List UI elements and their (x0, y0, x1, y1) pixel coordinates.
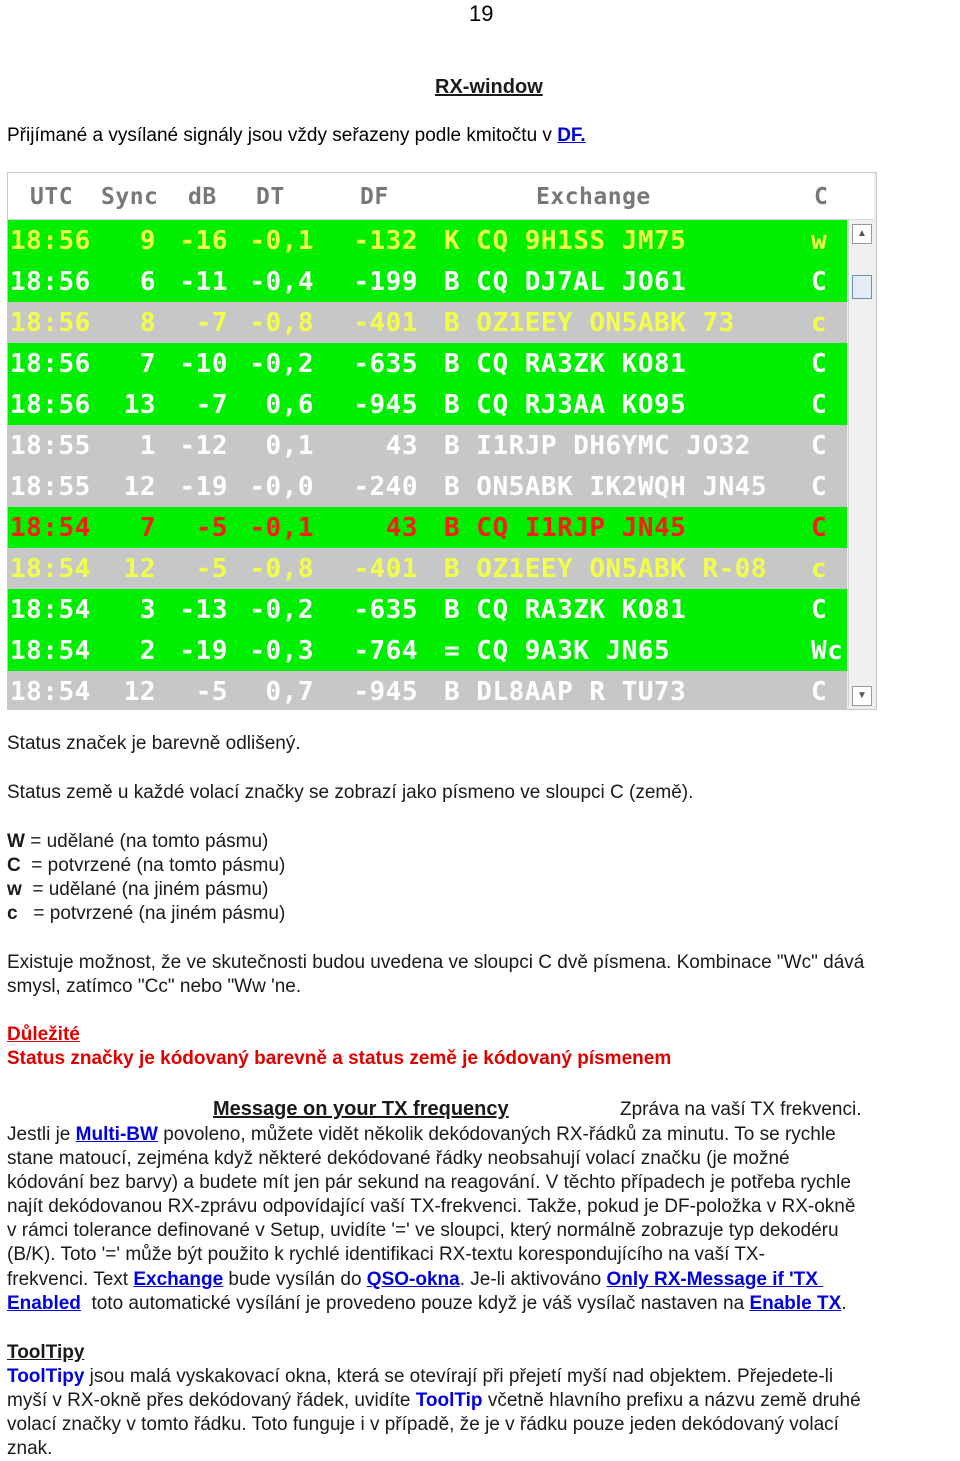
rx-cell-utc: 18:55 (10, 431, 91, 461)
rx-cell-dt: -0,1 (249, 513, 314, 543)
rx-cell-msg: B CQ RJ3AA KO95 (444, 390, 687, 420)
section-title: RX-window (435, 76, 543, 98)
legend-w-upper (7, 830, 268, 854)
rx-cell-dt: -0,2 (249, 595, 314, 625)
rx-cell-db: -7 (195, 308, 228, 338)
header-dt[interactable]: DT (256, 184, 285, 210)
rx-cell-df: -401 (353, 308, 418, 338)
rx-cell-utc: 18:56 (10, 267, 91, 297)
rx-window (7, 172, 877, 710)
rx-cell-sync: 2 (139, 636, 156, 666)
rx-cell-df: -635 (353, 349, 418, 379)
rx-cell-msg: B CQ RA3ZK KO81 (444, 349, 687, 379)
rx-cell-sync: 1 (139, 431, 156, 461)
rx-cell-db: -5 (195, 554, 228, 584)
legend-desc: = potvrzené (na jiném pásmu) (33, 903, 286, 924)
message-line-5: v rámci tolerance definované v Setup, uvidíte '=' ve sloupci, který normálně zobrazuje typ dekodéru (7, 1220, 839, 1241)
status-line-2: Status země u každé volací značky se zobrazí jako písmeno ve sloupci C (země). (7, 782, 694, 803)
rx-cell-utc: 18:54 (10, 554, 91, 584)
legend-desc: = udělané (na jiném pásmu) (32, 879, 269, 900)
header-df[interactable]: DF (360, 184, 389, 210)
rx-row[interactable] (8, 425, 847, 466)
rx-cell-dt: 0,7 (265, 677, 314, 707)
rx-cell-utc: 18:55 (10, 472, 91, 502)
rx-cell-db: -5 (195, 677, 228, 707)
rx-cell-dt: -0,8 (249, 554, 314, 584)
rx-cell-c: C (811, 431, 828, 461)
rx-cell-msg: B CQ DJ7AL JO61 (444, 267, 687, 297)
rx-row[interactable] (8, 261, 847, 302)
text: včetně hlavního prefixu a názvu země druhé (482, 1390, 861, 1411)
rx-cell-c: C (811, 513, 828, 543)
header-utc[interactable]: UTC (30, 184, 74, 210)
scroll-up-icon[interactable]: ▲ (852, 224, 872, 244)
intro-paragraph (7, 124, 586, 148)
rx-cell-msg: K CQ 9H1SS JM75 (444, 226, 687, 256)
rx-cell-dt: -0,2 (249, 349, 314, 379)
message-line-3: kódování bez barvy) a budete mít jen pár sekund na reagování. V těchto případech je potřeba rychle (7, 1172, 851, 1193)
rx-cell-msg: B OZ1EEY ON5ABK R-08 (444, 554, 768, 584)
rx-cell-c: Wc (811, 636, 844, 666)
rx-cell-db: -7 (195, 390, 228, 420)
only-rx-message-link[interactable]: Only RX-Message if 'TX (606, 1269, 824, 1290)
text: frekvenci. Text (7, 1269, 134, 1290)
rx-cell-db: -12 (179, 431, 228, 461)
rx-cell-df: 43 (385, 513, 418, 543)
text: bude vysílán do (223, 1269, 367, 1290)
rx-cell-sync: 13 (123, 390, 156, 420)
rx-cell-c: C (811, 677, 828, 707)
rx-cell-msg: B CQ I1RJP JN45 (444, 513, 687, 543)
rx-scrollbar[interactable] (848, 220, 875, 706)
tooltip-line-4: znak. (7, 1438, 53, 1459)
rx-cell-msg: B ON5ABK IK2WQH JN45 (444, 472, 768, 502)
rx-cell-utc: 18:54 (10, 677, 91, 707)
text: toto automatické vysílání je provedeno pouze když je váš vysílač nastaven na (80, 1293, 750, 1314)
legend-c-lower (7, 902, 285, 926)
enable-tx-link[interactable]: Enable TX (749, 1293, 842, 1314)
text: . (841, 1293, 847, 1314)
rx-cell-df: -945 (353, 390, 418, 420)
rx-cell-utc: 18:56 (10, 308, 91, 338)
header-exchange[interactable]: Exchange (536, 184, 651, 210)
rx-cell-utc: 18:54 (10, 513, 91, 543)
rx-cell-dt: -0,8 (249, 308, 314, 338)
scroll-down-icon[interactable]: ▼ (852, 686, 872, 706)
page-number: 19 (469, 1, 494, 26)
rx-row[interactable] (8, 548, 847, 589)
rx-cell-c: c (811, 308, 828, 338)
rx-cell-c: C (811, 349, 828, 379)
multi-bw-link[interactable]: Multi-BW (75, 1124, 158, 1145)
legend-c-upper (7, 854, 285, 878)
legend-desc: = potvrzené (na tomto pásmu) (31, 855, 286, 876)
header-country[interactable]: C (814, 184, 829, 210)
scroll-thumb[interactable] (852, 275, 872, 299)
message-line-7 (7, 1268, 823, 1292)
status-line-1: Status značek je barevně odlišený. (7, 733, 301, 754)
legend-w-lower (7, 878, 268, 902)
rx-cell-dt: -0,1 (249, 226, 314, 256)
possibility-line-2: smysl, zatímco "Cc" nebo "Ww 'ne. (7, 976, 302, 997)
rx-cell-db: -10 (179, 349, 228, 379)
rx-cell-sync: 8 (139, 308, 156, 338)
rx-cell-df: -401 (353, 554, 418, 584)
message-line-4: najít dekódovanou RX-zprávu odpovídající vaší TX-frekvenci. Takže, pokud je DF-položka v RX-okně (7, 1196, 856, 1217)
rx-cell-sync: 3 (139, 595, 156, 625)
rx-cell-df: 43 (385, 431, 418, 461)
rx-cell-utc: 18:56 (10, 390, 91, 420)
intro-text: Přijímané a vysílané signály jsou vždy seřazeny podle kmitočtu v (7, 125, 558, 146)
rx-cell-df: -240 (353, 472, 418, 502)
tooltip-line-2 (7, 1389, 861, 1413)
rx-cell-c: C (811, 390, 828, 420)
rx-cell-sync: 12 (123, 472, 156, 502)
rx-row[interactable] (8, 630, 847, 671)
rx-cell-utc: 18:56 (10, 349, 91, 379)
rx-cell-msg: = CQ 9A3K JN65 (444, 636, 671, 666)
header-db[interactable]: dB (188, 184, 217, 210)
rx-cell-dt: -0,3 (249, 636, 314, 666)
rx-cell-df: -635 (353, 595, 418, 625)
tooltip-link[interactable]: ToolTip (415, 1390, 483, 1411)
rx-cell-utc: 18:54 (10, 636, 91, 666)
possibility-line-1: Existuje možnost, že ve skutečnosti budou uvedena ve sloupci C dvě písmena. Kombinace "Wc" dává (7, 952, 865, 973)
tooltipy-link[interactable]: ToolTipy (7, 1366, 85, 1387)
legend-key: W (7, 831, 25, 852)
rx-cell-sync: 12 (123, 677, 156, 707)
rx-cell-db: -19 (179, 636, 228, 666)
rx-cell-c: C (811, 595, 828, 625)
message-line-1 (7, 1123, 836, 1147)
rx-row[interactable] (8, 343, 847, 384)
rx-cell-df: -945 (353, 677, 418, 707)
important-title: Důležité (7, 1024, 80, 1045)
rx-cell-dt: 0,6 (265, 390, 314, 420)
rx-cell-utc: 18:54 (10, 595, 91, 625)
rx-row[interactable] (8, 507, 847, 548)
rx-cell-df: -199 (353, 267, 418, 297)
qso-okna-link[interactable]: QSO-okna (366, 1269, 460, 1290)
text: myší v RX-okně přes dekódovaný řádek, uvidíte (7, 1390, 416, 1411)
message-line-8 (7, 1292, 847, 1316)
text: povoleno, můžete vidět několik dekódovaných RX-řádků za minutu. To se rychle (157, 1124, 836, 1145)
rx-cell-msg: B OZ1EEY ON5ABK 73 (444, 308, 735, 338)
rx-cell-msg: B DL8AAP R TU73 (444, 677, 687, 707)
df-link[interactable]: DF. (557, 125, 586, 146)
rx-cell-c: c (811, 554, 828, 584)
message-line-2: stane matoucí, zejména když některé dekódované řádky neobsahují volací značku (je možné (7, 1148, 790, 1169)
rx-cell-db: -16 (179, 226, 228, 256)
rx-cell-sync: 7 (139, 513, 156, 543)
rx-row[interactable] (8, 384, 847, 425)
rx-row[interactable] (8, 589, 847, 630)
rx-cell-utc: 18:56 (10, 226, 91, 256)
rx-cell-df: -132 (353, 226, 418, 256)
rx-cell-dt: -0,0 (249, 472, 314, 502)
rx-cell-sync: 9 (139, 226, 156, 256)
rx-row[interactable] (8, 302, 847, 343)
message-line-6: (B/K). Toto '=' může být použito k rychlé identifikaci RX-textu korespondujícího na vaší TX- (7, 1244, 765, 1265)
legend-key: c (7, 903, 18, 924)
rx-row[interactable] (8, 466, 847, 507)
rx-cell-dt: -0,4 (249, 267, 314, 297)
rx-row[interactable] (8, 671, 847, 710)
rx-cell-msg: B CQ RA3ZK KO81 (444, 595, 687, 625)
header-sync[interactable]: Sync (101, 184, 159, 210)
rx-cell-sync: 7 (139, 349, 156, 379)
text: jsou malá vyskakovací okna, která se otevírají při přejetí myší nad objektem. Přejedete-li (84, 1366, 834, 1387)
rx-cell-db: -11 (179, 267, 228, 297)
tooltip-section-title: ToolTipy (7, 1342, 85, 1363)
enabled-link[interactable]: Enabled (7, 1293, 81, 1314)
message-section-subtitle: Zpráva na vaší TX frekvenci. (620, 1099, 862, 1120)
legend-key: C (7, 855, 21, 876)
legend-desc: = udělané (na tomto pásmu) (30, 831, 269, 852)
rx-cell-sync: 6 (139, 267, 156, 297)
exchange-link[interactable]: Exchange (133, 1269, 224, 1290)
rx-cell-c: w (811, 226, 828, 256)
legend-key: w (7, 879, 22, 900)
tooltip-line-1 (7, 1365, 833, 1389)
rx-cell-db: -5 (195, 513, 228, 543)
rx-cell-c: C (811, 267, 828, 297)
rx-cell-msg: B I1RJP DH6YMC JO32 (444, 431, 751, 461)
rx-header (8, 173, 874, 220)
rx-cell-df: -764 (353, 636, 418, 666)
rx-row[interactable] (8, 220, 847, 261)
rx-cell-dt: 0,1 (265, 431, 314, 461)
rx-cell-c: C (811, 472, 828, 502)
tooltip-line-3: volací značky v tomto řádku. Toto funguje i v případě, že je v řádku pouze jeden dekódovaný volací (7, 1414, 839, 1435)
rx-cell-db: -19 (179, 472, 228, 502)
important-text: Status značky je kódovaný barevně a status země je kódovaný písmenem (7, 1048, 672, 1069)
rx-cell-sync: 12 (123, 554, 156, 584)
rx-cell-db: -13 (179, 595, 228, 625)
text: Jestli je (7, 1124, 76, 1145)
message-section-title: Message on your TX frequency (213, 1098, 509, 1120)
text: . Je-li aktivováno (459, 1269, 607, 1290)
